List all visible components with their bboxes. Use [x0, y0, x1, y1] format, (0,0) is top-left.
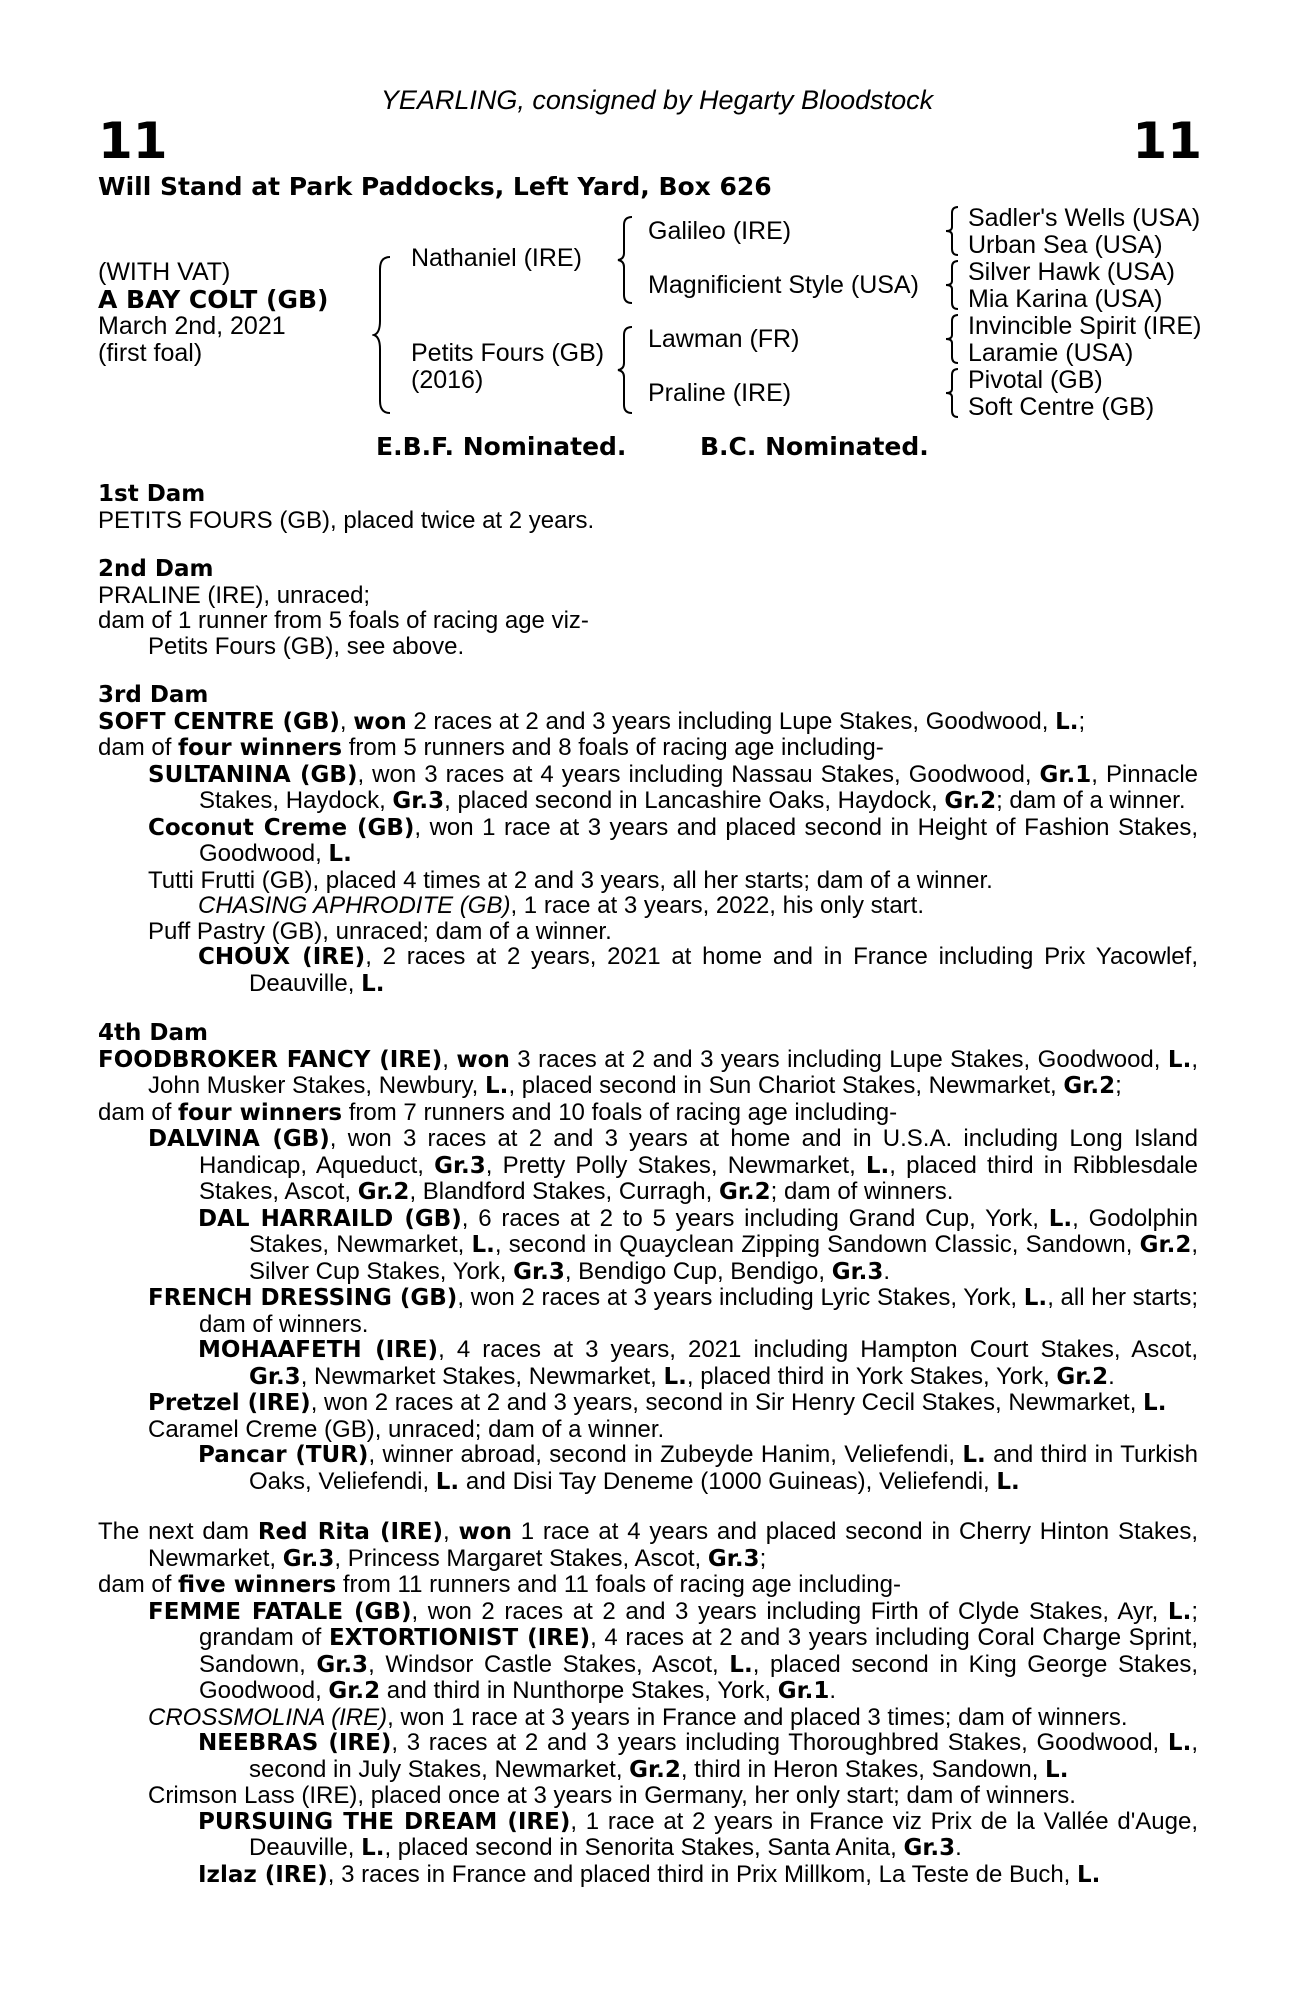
- dam2-line3: Petits Fours (GB), see above.: [148, 632, 465, 660]
- bold-text: CHOUX (IRE): [198, 944, 366, 970]
- bold-text: L.: [1023, 1285, 1048, 1311]
- text-run: , placed third in Ribblesdale Stakes, Ascot,: [199, 1151, 1198, 1205]
- dam2-line2: dam of 1 runner from 5 foals of racing age viz-: [98, 607, 589, 634]
- bold-text: won: [456, 1046, 510, 1073]
- next-dam-grandproduce-3: [98, 1862, 1198, 1889]
- sire: Nathaniel (IRE): [411, 244, 582, 272]
- gs-brace-4: [944, 367, 962, 419]
- text-run: , second in July Stakes, Newmarket,: [249, 1729, 1198, 1783]
- bold-text: L.: [1048, 1205, 1073, 1232]
- bold-text: five winners: [178, 1572, 337, 1598]
- bold-text: Gr.3: [249, 1363, 301, 1390]
- gs-brace-2: [944, 259, 962, 311]
- gs-6: Laramie (USA): [968, 339, 1134, 367]
- text-run: , won 1 race at 3 years in France and placed 3 times; dam of winners.: [387, 1703, 1128, 1731]
- bold-text: Gr.1: [1039, 761, 1092, 788]
- text-run: and Disi Tay Deneme (1000 Guineas), Veliefendi,: [459, 1467, 997, 1495]
- text-run: ;: [1078, 707, 1086, 735]
- text-run: , won 2 races at 2 and 3 years including Firth of Clyde Stakes, Ayr,: [411, 1597, 1168, 1625]
- bold-text: Gr.3: [707, 1545, 760, 1572]
- text-run: , won 3 races at 2 and 3 years at home and in U.S.A. including Long Island Handicap, Aqueduct,: [199, 1125, 1198, 1179]
- gs-5: Invincible Spirit (IRE): [968, 312, 1202, 340]
- subject-dob: March 2nd, 2021: [98, 312, 286, 340]
- text-run: .: [1108, 1362, 1115, 1390]
- dam-sire: Lawman (FR): [648, 325, 800, 353]
- bold-text: FOODBROKER FANCY (IRE): [98, 1046, 443, 1073]
- sire-dam: Magnificient Style (USA): [648, 271, 919, 299]
- sire-sire: Galileo (IRE): [648, 217, 792, 245]
- subject-note: (first foal): [98, 339, 203, 367]
- text-run: , winner abroad, second in Zubeyde Hanim, Veliefendi,: [368, 1441, 963, 1468]
- text-run: ,: [339, 707, 354, 735]
- text-run: dam of: [98, 1098, 179, 1126]
- gs-2: Urban Sea (USA): [968, 231, 1163, 259]
- text-run: , Blandford Stakes, Curragh,: [409, 1178, 719, 1205]
- dam4-heading: 4th Dam: [98, 1020, 208, 1046]
- italic-text: CHASING APHRODITE (GB): [198, 892, 511, 919]
- text-run: ,: [443, 1518, 459, 1545]
- text-run: , 3 races in France and placed third in Prix Millkom, La Teste de Buch,: [327, 1860, 1077, 1888]
- stand-location: Will Stand at Park Paddocks, Left Yard, Box 626: [98, 172, 772, 201]
- text-run: , third in Heron Stakes, Sandown,: [680, 1755, 1046, 1783]
- text-run: .: [829, 1677, 837, 1704]
- ebf-nomination: E.B.F. Nominated.: [376, 432, 627, 461]
- text-run: The next dam: [98, 1518, 258, 1545]
- dam3-grandproduce-2: [98, 944, 1198, 997]
- dam3-produce-4: [98, 919, 1198, 945]
- bold-text: won: [458, 1519, 512, 1545]
- bold-text: L.: [663, 1363, 687, 1390]
- bold-text: MOHAAFETH (IRE): [198, 1337, 439, 1363]
- text-run: 2 races at 2 and 3 years including Lupe Stakes, Goodwood,: [406, 707, 1056, 735]
- dam4-produce-1: [98, 1126, 1198, 1206]
- bold-text: L.: [471, 1232, 495, 1258]
- dam-dam: Praline (IRE): [648, 379, 792, 407]
- bold-text: Gr.3: [434, 1152, 486, 1179]
- bold-text: Gr.3: [392, 788, 445, 814]
- dam3-produce-3: [98, 868, 1198, 894]
- lot-number-right: 11: [1132, 112, 1202, 170]
- text-run: , placed second in Sun Chariot Stakes, Newmarket,: [508, 1072, 1064, 1099]
- bold-text: L.: [485, 1073, 509, 1099]
- text-run: from 5 runners and 8 foals of racing age including-: [342, 734, 884, 761]
- text-run: , 2 races at 2 years, 2021 at home and in France including Prix Yacowlef, Deauville,: [249, 943, 1198, 997]
- text-run: and third in Turkish Oaks, Veliefendi,: [249, 1441, 1198, 1495]
- text-run: .: [955, 1834, 962, 1861]
- text-run: ; dam of winners.: [770, 1178, 954, 1205]
- text-run: , Godolphin Stakes, Newmarket,: [249, 1204, 1198, 1258]
- text-run: , 1 race at 2 years in France viz Prix de la Vallée d'Auge, Deauville,: [249, 1807, 1199, 1861]
- dam4-produce-3: [98, 1390, 1198, 1417]
- text-run: 3 races at 2 and 3 years including Lupe Stakes, Goodwood,: [509, 1045, 1168, 1073]
- dam1-text: PETITS FOURS (GB), placed twice at 2 years.: [98, 506, 595, 534]
- text-run: , 3 races at 2 and 3 years including Thoroughbred Stakes, Goodwood,: [391, 1729, 1168, 1756]
- text-run: , placed second in Senorita Stakes, Santa Anita,: [384, 1834, 904, 1861]
- bold-text: L.: [1077, 1861, 1101, 1888]
- bold-text: FRENCH DRESSING (GB): [148, 1285, 458, 1311]
- lot-number-left: 11: [98, 112, 168, 170]
- text-run: , Windsor Castle Stakes, Ascot,: [368, 1650, 730, 1678]
- text-run: , Pinnacle Stakes, Haydock,: [199, 760, 1199, 814]
- next-dam-entry: [98, 1519, 1198, 1572]
- text-run: , placed second in Lancashire Oaks, Haydock,: [444, 787, 945, 814]
- dam4-grandproduce-1: [98, 1206, 1198, 1286]
- text-run: , 4 races at 3 years, 2021 including Hampton Court Stakes, Ascot,: [438, 1336, 1198, 1363]
- bold-text: Gr.3: [316, 1651, 369, 1678]
- bold-text: L.: [361, 970, 385, 997]
- text-run: ;: [759, 1544, 767, 1572]
- bold-text: FEMME FATALE (GB): [148, 1598, 412, 1625]
- italic-text: CROSSMOLINA (IRE): [148, 1703, 388, 1731]
- bold-text: Coconut Creme (GB): [148, 814, 415, 841]
- gs-brace-3: [944, 313, 962, 365]
- text-run: , 1 race at 3 years, 2022, his only start.: [510, 892, 925, 919]
- bold-text: Gr.2: [328, 1678, 381, 1704]
- bold-text: L.: [962, 1442, 986, 1468]
- gs-1: Sadler's Wells (USA): [968, 204, 1201, 232]
- bold-text: L.: [729, 1651, 753, 1678]
- dam3-produce-1: [98, 762, 1198, 815]
- bold-text: DAL HARRAILD (GB): [198, 1205, 462, 1232]
- dam1-heading: 1st Dam: [98, 481, 206, 507]
- bold-text: Pancar (TUR): [198, 1442, 369, 1468]
- next-dam-grandproduce-2: [98, 1809, 1198, 1862]
- dam4-produce-4: [98, 1417, 1198, 1443]
- text-run: , 6 races at 2 to 5 years including Grand Cup, York,: [461, 1204, 1049, 1232]
- page-header: YEARLING, consigned by Hegarty Bloodstock: [380, 85, 934, 115]
- next-dam-produce-2: [98, 1705, 1198, 1731]
- bold-text: L.: [1167, 1730, 1192, 1756]
- gs-4: Mia Karina (USA): [968, 285, 1163, 313]
- bold-text: four winners: [178, 735, 343, 761]
- bold-text: L.: [361, 1835, 385, 1861]
- bold-text: Gr.3: [282, 1545, 335, 1572]
- text-run: Caramel Creme (GB), unraced; dam of a winner.: [148, 1415, 665, 1443]
- bold-text: L.: [1167, 1046, 1192, 1073]
- bold-text: Izlaz (IRE): [198, 1861, 328, 1888]
- gs-brace-1: [944, 205, 962, 257]
- bold-text: Gr.1: [777, 1678, 830, 1704]
- bold-text: NEEBRAS (IRE): [198, 1730, 392, 1756]
- dam4-produce-2: [98, 1285, 1198, 1337]
- dam4-produce-summary: [98, 1100, 1198, 1127]
- text-run: , won 2 races at 2 and 3 years, second in Sir Henry Cecil Stakes, Newmarket,: [310, 1389, 1144, 1416]
- bold-text: Gr.3: [903, 1835, 956, 1861]
- text-run: , Silver Cup Stakes, York,: [249, 1231, 1198, 1285]
- sire-brace: [616, 215, 636, 305]
- dam3-heading: 3rd Dam: [98, 682, 209, 708]
- bold-text: L.: [435, 1468, 460, 1495]
- text-run: from 11 runners and 11 foals of racing age including-: [336, 1571, 901, 1598]
- dam2-line1: PRALINE (IRE), unraced;: [98, 581, 371, 609]
- text-run: , won 3 races at 4 years including Nassau Stakes, Goodwood,: [357, 760, 1040, 788]
- bold-text: EXTORTIONIST (IRE): [328, 1625, 591, 1651]
- bold-text: four winners: [178, 1099, 343, 1126]
- dam3-grandproduce-1: [98, 893, 1198, 919]
- dam: Petits Fours (GB): [411, 339, 605, 367]
- dam4-grandproduce-3: [98, 1442, 1198, 1495]
- dam4-entry: [98, 1047, 1198, 1100]
- bold-text: Gr.2: [1056, 1363, 1109, 1390]
- text-run: Crimson Lass (IRE), placed once at 3 years in Germany, her only start; dam of winners.: [148, 1782, 1076, 1809]
- next-dam-produce-3: [98, 1783, 1198, 1809]
- bold-text: L.: [1167, 1598, 1192, 1625]
- text-run: , placed second in King George Stakes, Goodwood,: [199, 1650, 1199, 1704]
- bold-text: Gr.3: [831, 1258, 884, 1285]
- dam-brace: [616, 325, 636, 415]
- bold-text: L.: [1045, 1756, 1069, 1783]
- bold-text: Gr.2: [944, 788, 997, 814]
- bold-text: L.: [1055, 708, 1079, 735]
- text-run: Puff Pastry (GB), unraced; dam of a winner.: [148, 917, 612, 945]
- text-run: 1 race at 4 years and placed second in Cherry Hinton Stakes, Newmarket,: [148, 1518, 1198, 1572]
- bold-text: L.: [996, 1468, 1020, 1495]
- dam4-grandproduce-2: [98, 1337, 1198, 1390]
- bold-text: Pretzel (IRE): [148, 1390, 311, 1416]
- text-run: and third in Nunthorpe Stakes, York,: [380, 1677, 778, 1704]
- bold-text: Gr.2: [629, 1756, 681, 1783]
- bold-text: Gr.3: [513, 1258, 565, 1285]
- dam3-entry: [98, 709, 1198, 736]
- bold-text: L.: [1143, 1390, 1167, 1416]
- vat-note: (WITH VAT): [98, 258, 231, 286]
- text-run: , Newmarket Stakes, Newmarket,: [300, 1362, 664, 1390]
- bold-text: Gr.2: [1063, 1073, 1116, 1099]
- text-run: .: [883, 1257, 891, 1285]
- text-run: Tutti Frutti (GB), placed 4 times at 2 and 3 years, all her starts; dam of a winner.: [148, 866, 993, 894]
- dam3-produce-summary: [98, 735, 1198, 762]
- bold-text: SULTANINA (GB): [148, 761, 358, 788]
- bold-text: L.: [865, 1152, 890, 1179]
- text-run: , John Musker Stakes, Newbury,: [148, 1045, 1198, 1099]
- subject-name: A BAY COLT (GB): [98, 285, 329, 314]
- bold-text: PURSUING THE DREAM (IRE): [198, 1808, 571, 1835]
- bold-text: Gr.2: [718, 1179, 771, 1205]
- gs-3: Silver Hawk (USA): [968, 258, 1175, 286]
- next-dam-produce-summary: [98, 1572, 1198, 1599]
- bold-text: won: [353, 708, 407, 735]
- text-run: dam of: [98, 1571, 179, 1598]
- text-run: , placed third in York Stakes, York,: [686, 1362, 1057, 1390]
- text-run: , Pretty Polly Stakes, Newmarket,: [485, 1151, 866, 1179]
- dam2-heading: 2nd Dam: [98, 556, 214, 582]
- text-run: , Princess Margaret Stakes, Ascot,: [334, 1544, 708, 1572]
- text-run: ;: [1115, 1072, 1122, 1099]
- bold-text: L.: [328, 841, 352, 867]
- gs-7: Pivotal (GB): [968, 366, 1103, 394]
- bold-text: Red Rita (IRE): [257, 1519, 444, 1545]
- bold-text: SOFT CENTRE (GB): [98, 708, 340, 735]
- bold-text: Gr.2: [357, 1179, 410, 1205]
- text-run: , all her starts; dam of winners.: [199, 1284, 1199, 1338]
- gs-8: Soft Centre (GB): [968, 393, 1155, 421]
- dam-year: (2016): [411, 366, 484, 394]
- text-run: , Bendigo Cup, Bendigo,: [564, 1257, 832, 1285]
- bold-text: Gr.2: [1139, 1232, 1192, 1258]
- dam3-produce-2: [98, 815, 1198, 868]
- text-run: , won 2 races at 3 years including Lyric Stakes, York,: [457, 1284, 1024, 1311]
- text-run: from 7 runners and 10 foals of racing age including-: [342, 1098, 898, 1126]
- text-run: , second in Quayclean Zipping Sandown Classic, Sandown,: [494, 1231, 1140, 1258]
- produce-record: [98, 482, 1198, 1888]
- bc-nomination: B.C. Nominated.: [700, 432, 929, 461]
- pedigree-brace: [372, 255, 396, 415]
- text-run: ,: [442, 1045, 457, 1073]
- text-run: ; grandam of: [199, 1597, 1198, 1651]
- text-run: ; dam of a winner.: [996, 787, 1186, 814]
- next-dam-produce-1: [98, 1599, 1198, 1705]
- next-dam-grandproduce-1: [98, 1730, 1198, 1783]
- bold-text: DALVINA (GB): [148, 1126, 330, 1152]
- text-run: , won 1 race at 3 years and placed second in Height of Fashion Stakes, Goodwood,: [199, 813, 1198, 867]
- text-run: dam of: [98, 734, 179, 761]
- text-run: , 4 races at 2 and 3 years including Coral Charge Sprint, Sandown,: [199, 1624, 1199, 1678]
